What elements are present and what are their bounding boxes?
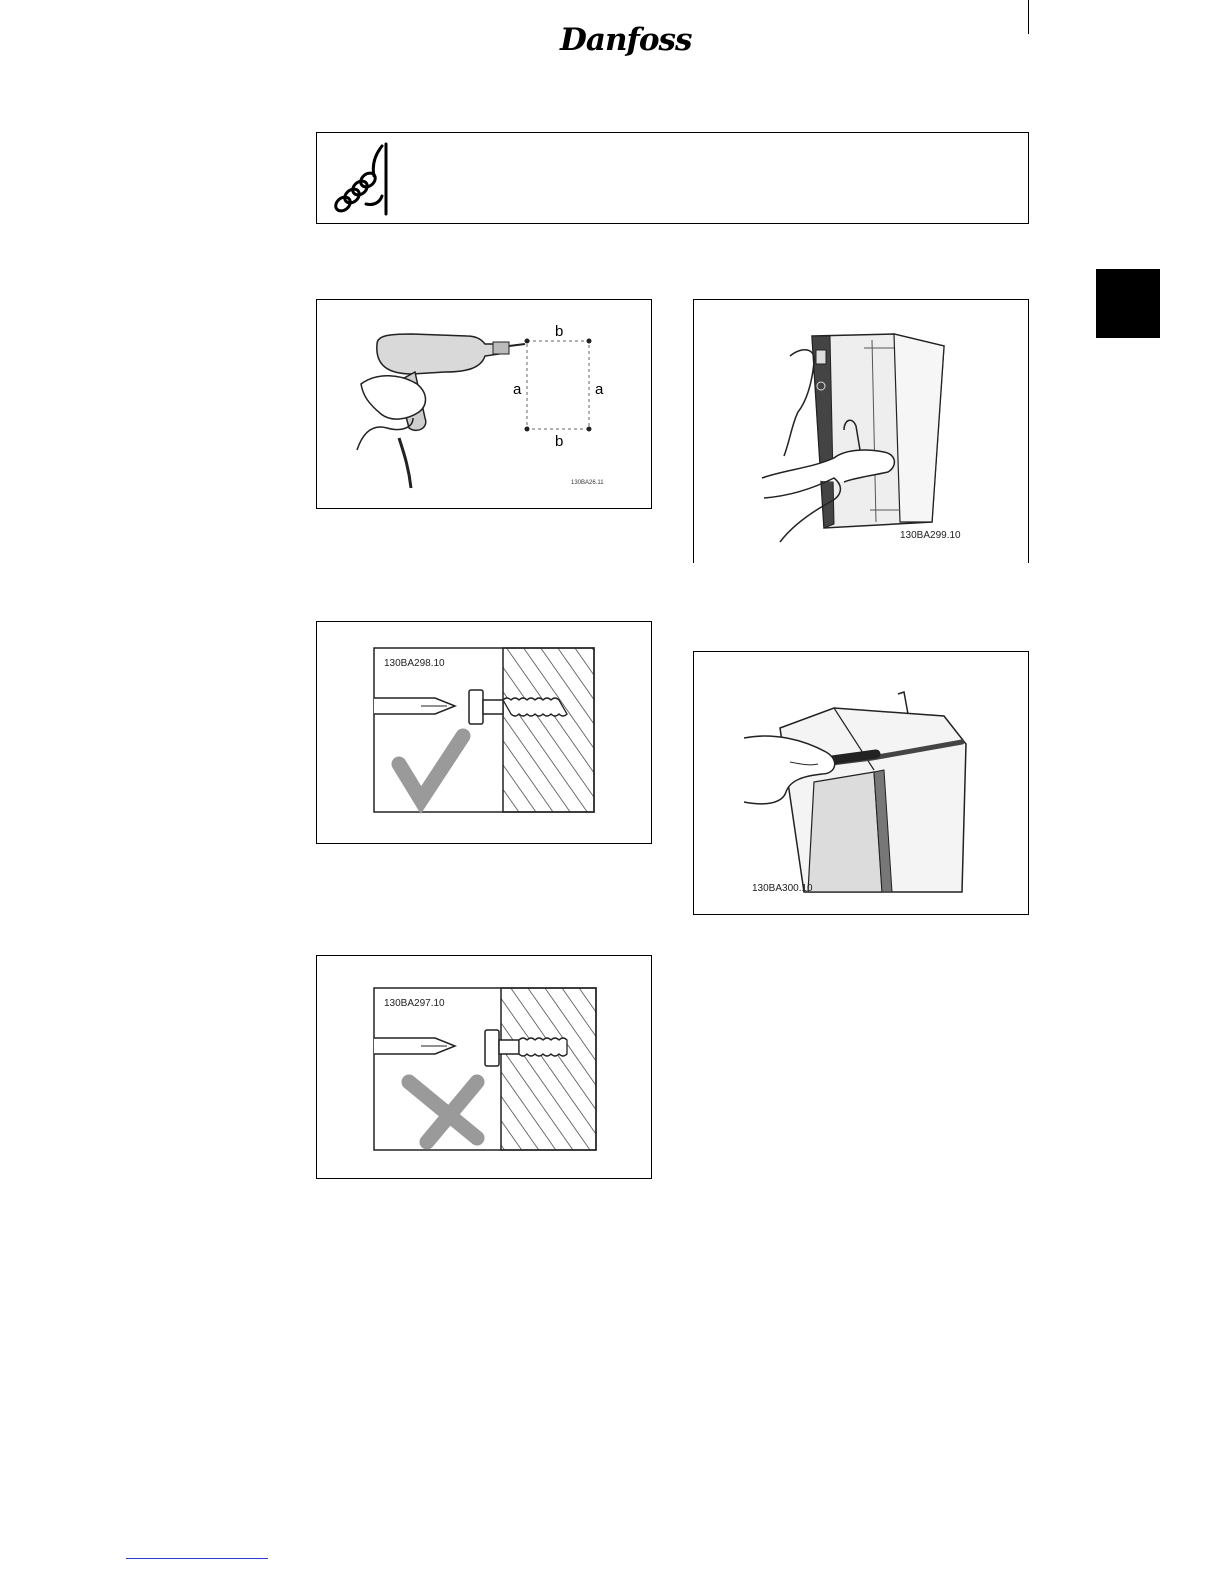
figure-hang-drive bbox=[693, 299, 1029, 563]
figure-drill-holes bbox=[316, 299, 652, 509]
figure-code: 130BA298.10 bbox=[384, 658, 445, 669]
header-divider bbox=[1028, 0, 1029, 34]
figure-code: 130BA26.11 bbox=[571, 480, 604, 486]
label-b-bottom: b bbox=[555, 433, 564, 450]
screwdriver-tightening-illustration bbox=[694, 652, 1028, 914]
logo-text: Danfoss bbox=[560, 22, 692, 58]
pointing-hand-note-icon bbox=[330, 138, 392, 218]
figure-code: 130BA299.10 bbox=[900, 530, 961, 541]
danfoss-logo bbox=[560, 18, 692, 62]
figure-code: 130BA300.10 bbox=[752, 883, 813, 894]
footer-link-underline[interactable] bbox=[126, 1558, 268, 1559]
screw-correct-checkmark-illustration bbox=[317, 622, 651, 843]
screw-incorrect-cross-illustration bbox=[317, 956, 651, 1178]
label-b-top: b bbox=[555, 323, 564, 340]
figure-screw-incorrect bbox=[316, 955, 652, 1179]
label-a-left: a bbox=[513, 381, 522, 398]
chapter-tab bbox=[1096, 269, 1160, 338]
figure-screw-correct bbox=[316, 621, 652, 844]
mounting-drive-on-wall-illustration bbox=[694, 300, 1028, 564]
figure-tighten-screw bbox=[693, 651, 1029, 915]
drill-marking-holes-illustration bbox=[317, 300, 651, 508]
label-a-right: a bbox=[595, 381, 604, 398]
figure-code: 130BA297.10 bbox=[384, 998, 445, 1009]
note-box bbox=[316, 132, 1029, 224]
